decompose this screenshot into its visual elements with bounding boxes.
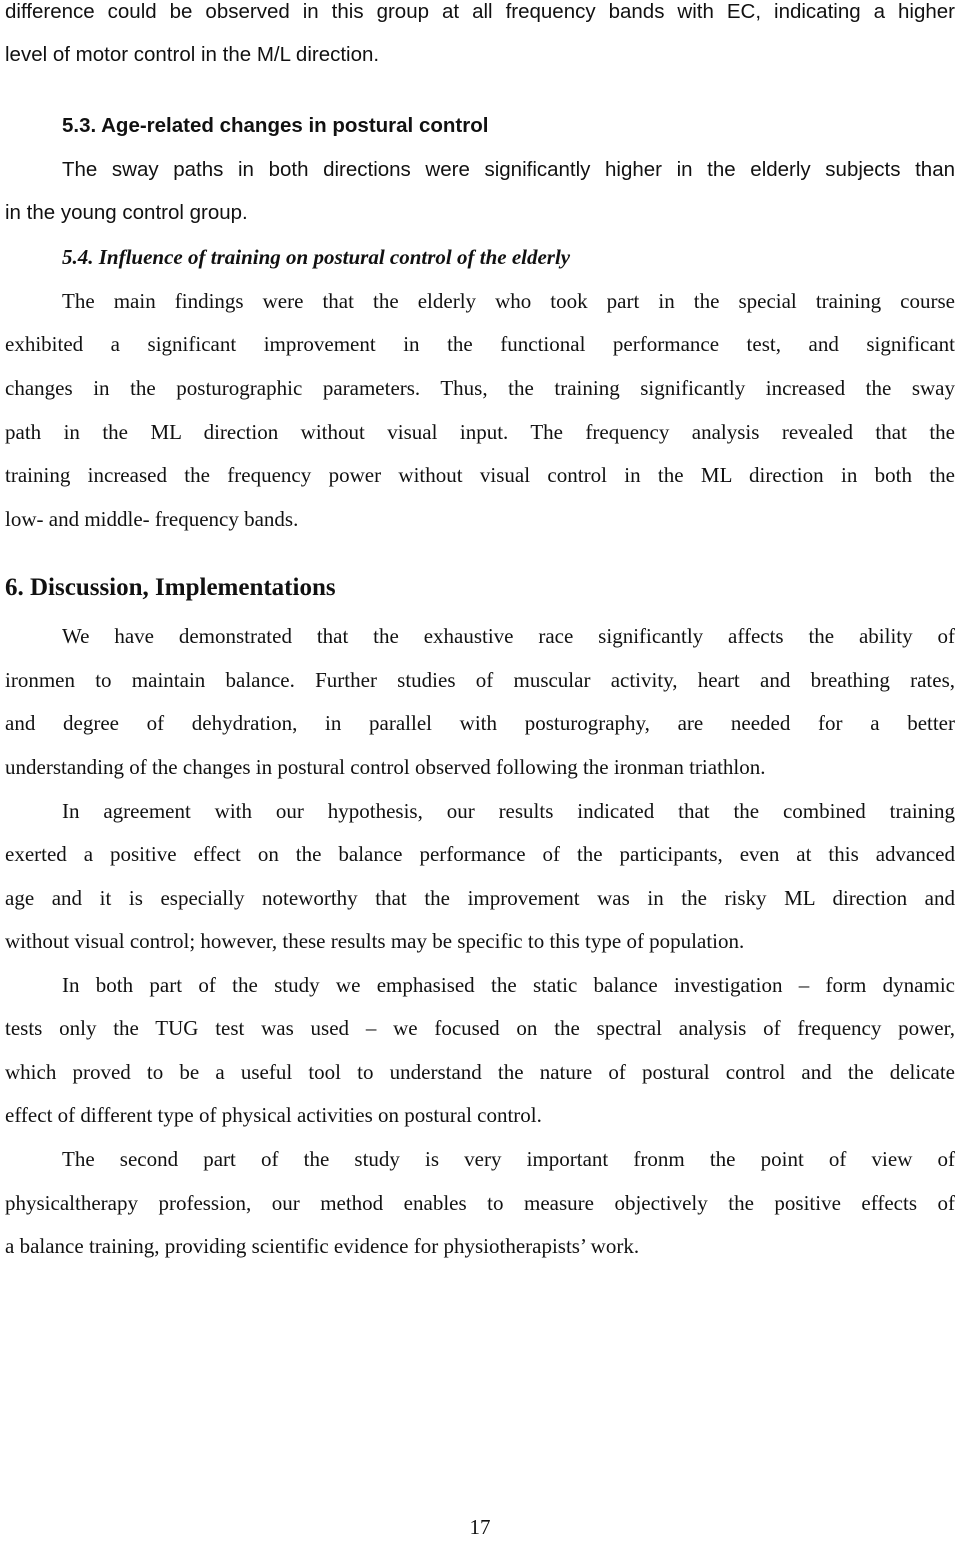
body-line: The second part of the study is very important fronm the point of view of (62, 1147, 955, 1171)
body-line: and degree of dehydration, in parallel with posturography, are needed for a better (5, 711, 955, 735)
body-line: ironmen to maintain balance. Further studies of muscular activity, heart and breathing rates, (5, 668, 955, 692)
body-line: In both part of the study we emphasised the static balance investigation – form dynamic (62, 973, 955, 997)
body-line: In agreement with our hypothesis, our results indicated that the combined training (62, 799, 955, 823)
body-line: without visual control; however, these results may be specific to this type of population. (5, 929, 745, 953)
body-line: low- and middle- frequency bands. (5, 507, 299, 531)
body-line: physicaltherapy profession, our method enables to measure objectively the positive effects of (5, 1191, 955, 1215)
section-heading-5-4: 5.4. Influence of training on postural control of the elderly (62, 245, 571, 269)
body-line: a balance training, providing scientific evidence for physiotherapists’ work. (5, 1234, 640, 1258)
body-line: tests only the TUG test was used – we focused on the spectral analysis of frequency power, (5, 1016, 955, 1040)
body-line: level of motor control in the M/L direction. (5, 43, 380, 66)
body-line: in the young control group. (5, 201, 248, 224)
body-line: training increased the frequency power without visual control in the ML direction in both the (5, 463, 955, 487)
body-line: The main findings were that the elderly who took part in the special training course (62, 289, 955, 313)
section-heading-6: 6. Discussion, Implementations (5, 574, 336, 601)
section-heading-5-3: 5.3. Age-related changes in postural control (62, 114, 489, 137)
body-line: The sway paths in both directions were significantly higher in the elderly subjects than (62, 158, 955, 181)
body-line: understanding of the changes in postural control observed following the ironman triathlon. (5, 755, 766, 779)
body-line: changes in the posturographic parameters. Thus, the training significantly increased the sway (5, 376, 955, 400)
body-line: exerted a positive effect on the balance performance of the participants, even at this advanced (5, 842, 955, 866)
body-line: We have demonstrated that the exhaustive race significantly affects the ability of (62, 624, 955, 648)
body-line: age and it is especially noteworthy that the improvement was in the risky ML direction and (5, 886, 955, 910)
body-line: which proved to be a useful tool to understand the nature of postural control and the delicate (5, 1060, 955, 1084)
body-line: path in the ML direction without visual input. The frequency analysis revealed that the (5, 420, 955, 444)
body-line: exhibited a significant improvement in the functional performance test, and significant (5, 332, 955, 356)
page-number: 17 (469, 1515, 491, 1539)
body-line: difference could be observed in this group at all frequency bands with EC, indicating a higher (5, 0, 955, 23)
body-line: effect of different type of physical activities on postural control. (5, 1103, 542, 1127)
